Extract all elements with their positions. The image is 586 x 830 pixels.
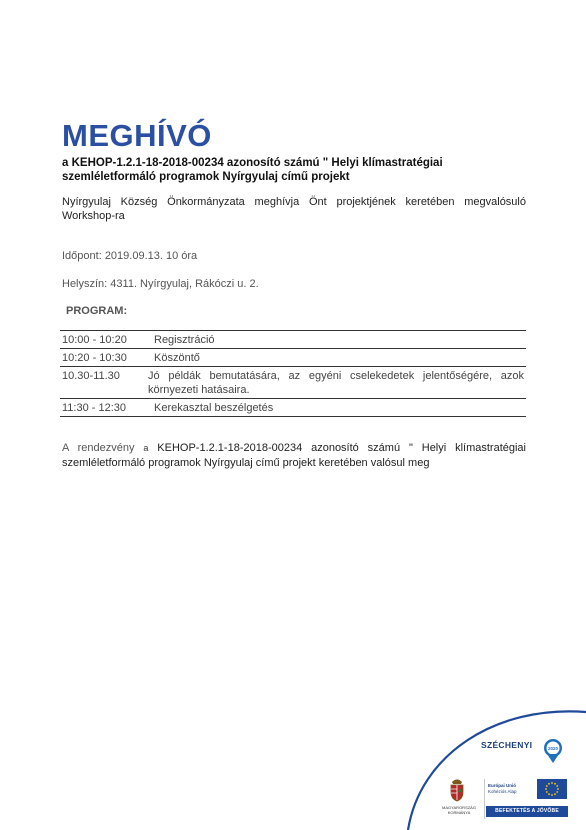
program-label: PROGRAM: [66, 305, 128, 317]
project-subtitle [62, 156, 532, 184]
closing-lead: A rendezvény [62, 442, 135, 454]
table-row [60, 348, 526, 366]
invitation-title: MEGHÍVÓ [62, 118, 212, 153]
eu-flag-icon [537, 779, 567, 799]
row-time: 10.30-11.30 [62, 370, 120, 382]
szechenyi-pin-icon [542, 738, 564, 764]
row-activity: Jó példák bemutatására, az egyéni cselekedetek jelentőségére, azok környezeti hatásaira. [148, 370, 524, 396]
closing-article: a [143, 443, 149, 453]
closing-paragraph [62, 441, 526, 471]
intro-paragraph: Nyírgyulaj Község Önkormányzata meghívja Önt projektjének keretében megvalósuló Workshop-ra [62, 196, 526, 222]
subtitle-line-1: a KEHOP-1.2.1-18-2018-00234 azonosító számú " Helyi klímastratégiai [62, 157, 443, 169]
row-time: 10:20 - 10:30 [62, 352, 127, 364]
program-table [60, 330, 526, 417]
szechenyi-logo-text: SZÉCHENYI [481, 740, 533, 750]
row-time: 10:00 - 10:20 [62, 334, 127, 346]
pin-label: 2020 [547, 746, 559, 751]
slogan-banner: BEFEKTETÉS A JÖVŐBE [486, 806, 568, 817]
row-activity: Köszöntő [154, 352, 200, 364]
closing-rest: KEHOP-1.2.1-18-2018-00234 azonosító számú " Helyi klímastratégiai szemléletformáló programok Nyírgyulaj című projekt keretében valósul meg [62, 442, 526, 469]
hungarian-government-label [433, 805, 485, 815]
row-activity: Regisztráció [154, 334, 215, 346]
event-date: Időpont: 2019.09.13. 10 óra [62, 250, 198, 262]
row-time: 11:30 - 12:30 [62, 402, 127, 414]
mk-line-2: KORMÁNYA [447, 810, 471, 815]
eu-line-1: Európai Unió [488, 783, 516, 788]
subtitle-line-2: szemléletformáló programok Nyírgyulaj című projekt [62, 171, 350, 183]
coat-of-arms-icon [446, 776, 468, 802]
eu-fund-label [488, 783, 532, 795]
table-row [60, 366, 526, 398]
table-row [60, 398, 526, 416]
eu-line-2: Kohéziós Alap [488, 789, 517, 794]
logo-divider [484, 779, 485, 819]
mk-line-1: MAGYARORSZÁG [442, 805, 476, 810]
table-row [60, 331, 526, 348]
event-place: Helyszín: 4311. Nyírgyulaj, Rákóczi u. 2. [62, 278, 259, 290]
row-activity: Kerekasztal beszélgetés [154, 402, 274, 414]
